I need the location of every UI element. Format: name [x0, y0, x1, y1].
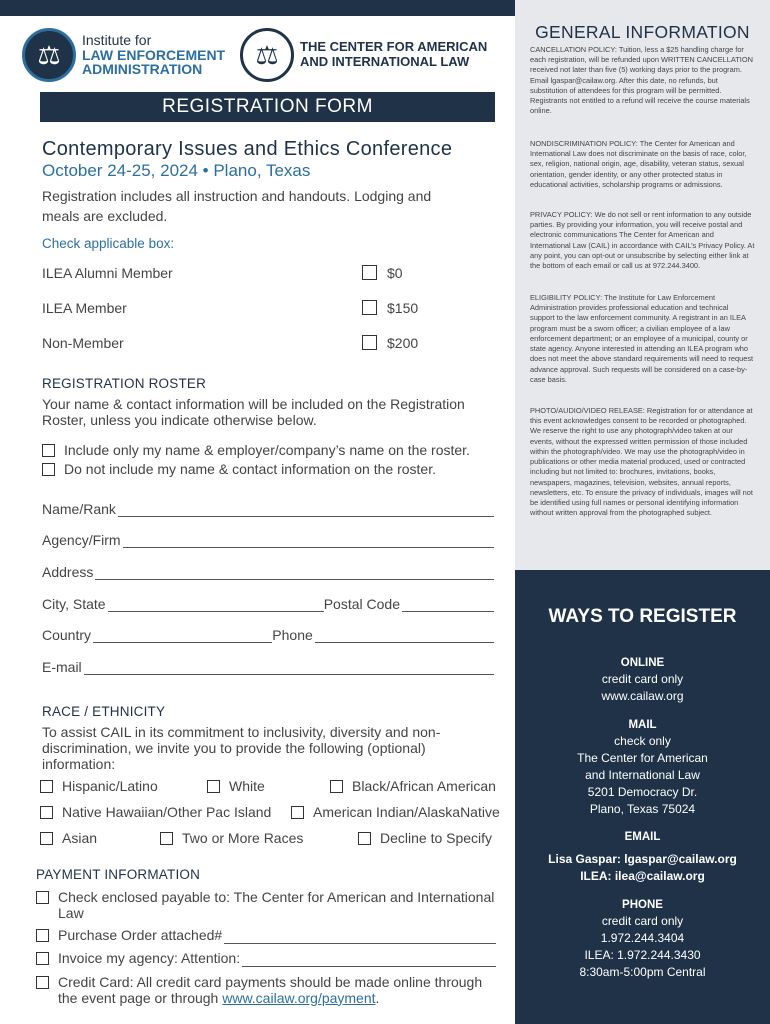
scales-icon: ⚖ [22, 28, 76, 82]
cail-logo-line2: AND INTERNATIONAL LAW [300, 54, 470, 69]
ilea-logo-line3: ADMINISTRATION [82, 61, 203, 78]
postal-label: Postal Code [323, 596, 400, 612]
roster-option-label: Do not include my name & contact information on the roster. [64, 461, 436, 477]
photo-release-policy: PHOTO/AUDIO/VIDEO RELEASE: Registration for or attendance at this event acknowledges consent to be recorded or photographed. We reserve the right to use any photograph/video taken at our events, without the expressed written permission of those included within the photograph/video. We may use the photograph/video in publications or other media material produced, used or contracted including but not limited to: brochures, invitations, books, newspapers, magazines, television, websites, annual reports, newsletters, etc. To ensure the privacy of individuals, images will not be identified using full names or personal identifying information without written approval from the photographed subject. [530, 406, 753, 518]
payment-check-label: Check enclosed payable to: The Center for American and International Law [58, 889, 495, 921]
race-checkbox[interactable] [40, 806, 53, 819]
country-phone-field[interactable] [42, 625, 494, 643]
online-heading: ONLINE [620, 657, 665, 669]
email-line[interactable]: ILEA: ilea@cailaw.org [580, 869, 705, 884]
race-checkbox[interactable] [160, 832, 173, 845]
payment-card-label: Credit Card: All credit card payments should be made online through the event page or through [58, 974, 483, 1006]
payment-invoice [36, 951, 496, 967]
roster-option [42, 442, 470, 458]
ilea-logo-line1: Institute for [82, 31, 152, 48]
race-heading: RACE / ETHNICITY [42, 704, 166, 719]
ilea-logo-line2: LAW ENFORCEMENT [82, 46, 226, 63]
top-band [0, 0, 515, 16]
email-heading: EMAIL [624, 831, 661, 843]
online-line: credit card only [601, 672, 684, 687]
ways-heading: WAYS TO REGISTER [548, 606, 737, 627]
roster-checkbox[interactable] [42, 444, 55, 457]
race-option [40, 830, 97, 846]
mail-heading: MAIL [628, 719, 657, 731]
phone-line: ILEA: 1.972.244.3430 [584, 948, 701, 963]
race-checkbox[interactable] [40, 832, 53, 845]
mail-line: 5201 Democracy Dr. [587, 785, 698, 800]
fee-amount: $150 [387, 300, 419, 316]
email-line[interactable]: Lisa Gaspar: lgaspar@cailaw.org [548, 852, 737, 867]
roster-text: Your name & contact information will be included on the Registration Roster, unless you indicate otherwise below. [42, 396, 465, 429]
mail-line: check only [614, 734, 671, 749]
phone-heading: PHONE [622, 899, 663, 911]
payment-check [36, 890, 496, 921]
payment-po-label: Purchase Order attached# [58, 927, 223, 943]
race-label: Decline to Specify [380, 830, 493, 846]
payment-checkbox[interactable] [36, 952, 49, 965]
agency-field[interactable] [42, 530, 494, 548]
payment-link[interactable]: www.cailaw.org/payment [222, 989, 376, 1006]
online-block [515, 655, 770, 705]
roster-option-label: Include only my name & employer/company’s name on the roster. [64, 442, 470, 458]
fee-row [42, 335, 462, 351]
race-label: Two or More Races [182, 830, 304, 846]
race-checkbox[interactable] [330, 780, 343, 793]
race-label: Black/African American [352, 778, 496, 794]
mail-line: and International Law [585, 768, 700, 783]
phone-line: 8:30am-5:00pm Central [579, 965, 706, 980]
payment-heading: PAYMENT INFORMATION [36, 867, 201, 882]
roster-checkbox[interactable] [42, 463, 55, 476]
race-option [160, 830, 303, 846]
race-option [207, 778, 265, 794]
nondiscrimination-policy: NONDISCRIMINATION POLICY: The Center for American and International Law does not discriminate on the basis of race, color, sex, religion, national origin, age, disability, veteran status, sexual orientation, gender identity, or any other protected status in educational activities, scholarship programs or admissions. [530, 139, 747, 189]
race-label: Native Hawaiian/Other Pac Island [62, 804, 272, 820]
city-postal-field[interactable] [42, 594, 494, 612]
ilea-logo [22, 28, 225, 82]
fee-label: Non-Member [42, 335, 124, 351]
cancellation-policy: CANCELLATION POLICY: Tuition, less a $25 handling charge for each registration, will be refunded upon WRITTEN CANCELLATION received not later than five (5) working days prior to the program. Email lgaspar@cailaw.org. After this date, no refunds, but substitution of attendees for this program will be permitted. Registrants not entitled to a refund will receive the course materials online. [530, 45, 753, 116]
conference-date: October 24-25, 2024 • Plano, Texas [42, 161, 311, 180]
payment-checkbox[interactable] [36, 891, 49, 904]
privacy-policy: PRIVACY POLICY: We do not sell or rent information to any outside parties. By providing your information, you will receive postal and electronic communications The Center for American and International Law (CAIL) in accordance with CAIL’s Privacy Policy. At any point, you can opt-out or unsubscribe by selecting either link at the bottom of each email or call us at 972.244.3400. [530, 210, 755, 271]
form-title: REGISTRATION FORM [40, 92, 495, 122]
race-option [358, 830, 492, 846]
race-checkbox[interactable] [358, 832, 371, 845]
address-label: Address [42, 564, 94, 580]
race-label: American Indian/AlaskaNative [313, 804, 500, 820]
mail-line: Plano, Texas 75024 [589, 802, 696, 817]
race-option [40, 778, 158, 794]
email-label: E-mail [42, 659, 82, 675]
phone-line: 1.972.244.3404 [600, 931, 685, 946]
fee-checkbox[interactable] [362, 300, 377, 315]
fee-checkbox[interactable] [362, 265, 377, 280]
fee-row [42, 300, 462, 316]
cail-logo [240, 28, 487, 82]
race-option [291, 804, 500, 820]
name-field[interactable] [42, 499, 494, 517]
country-label: Country [42, 627, 92, 643]
race-checkbox[interactable] [207, 780, 220, 793]
payment-invoice-label: Invoice my agency: Attention: [58, 950, 241, 966]
fee-amount: $0 [387, 265, 403, 281]
race-checkbox[interactable] [291, 806, 304, 819]
race-option [330, 778, 496, 794]
agency-label: Agency/Firm [42, 532, 121, 548]
email-block [515, 829, 770, 885]
race-text: To assist CAIL in its commitment to inclusivity, diversity and non-discrimination, we invite you to provide the following (optional) information: [42, 724, 441, 773]
email-field[interactable] [42, 657, 494, 675]
payment-checkbox[interactable] [36, 976, 49, 989]
payment-po [36, 928, 496, 944]
fee-checkbox[interactable] [362, 335, 377, 350]
fee-label: ILEA Alumni Member [42, 265, 173, 281]
race-option [40, 804, 271, 820]
phone-line: credit card only [601, 914, 684, 929]
roster-option [42, 461, 436, 477]
mail-block [515, 717, 770, 818]
fee-row [42, 265, 462, 281]
roster-heading: REGISTRATION ROSTER [42, 376, 207, 391]
payment-card [36, 975, 496, 1006]
eligibility-policy: ELIGIBILITY POLICY: The Institute for Law Enforcement Administration provides professional education and technical support to the law enforcement community. A registrant in an ILEA program must be a sworn officer; a civilian employee of a law enforcement department; or an employee of a municipal, county or state agency. Anyone interested in attending an ILEA program who does not meet the above standard requirements will need to request advance approval. Such requests will be considered on a case-by-case basis. [530, 293, 754, 384]
race-label: Asian [62, 830, 98, 846]
city-label: City, State [42, 596, 106, 612]
conference-title: Contemporary Issues and Ethics Conference [42, 138, 453, 160]
general-info-heading: GENERAL INFORMATION [535, 22, 750, 42]
race-label: White [229, 778, 265, 794]
payment-checkbox[interactable] [36, 929, 49, 942]
fee-amount: $200 [387, 335, 419, 351]
scales-globe-icon: ⚖ [240, 28, 294, 82]
fee-label: ILEA Member [42, 300, 127, 316]
address-field[interactable] [42, 562, 494, 580]
mail-line: The Center for American [577, 751, 708, 766]
conference-includes: Registration includes all instruction and handouts. Lodging and meals are excluded. [42, 188, 432, 225]
cail-logo-line1: THE CENTER FOR AMERICAN [300, 39, 488, 55]
phone-block [515, 897, 770, 981]
online-url[interactable]: www.cailaw.org [601, 689, 684, 704]
payment-card-end: . [375, 989, 380, 1006]
phone-label: Phone [272, 627, 313, 643]
name-label: Name/Rank [42, 501, 116, 517]
race-label: Hispanic/Latino [62, 778, 158, 794]
fee-heading: Check applicable box: [42, 236, 175, 251]
race-checkbox[interactable] [40, 780, 53, 793]
